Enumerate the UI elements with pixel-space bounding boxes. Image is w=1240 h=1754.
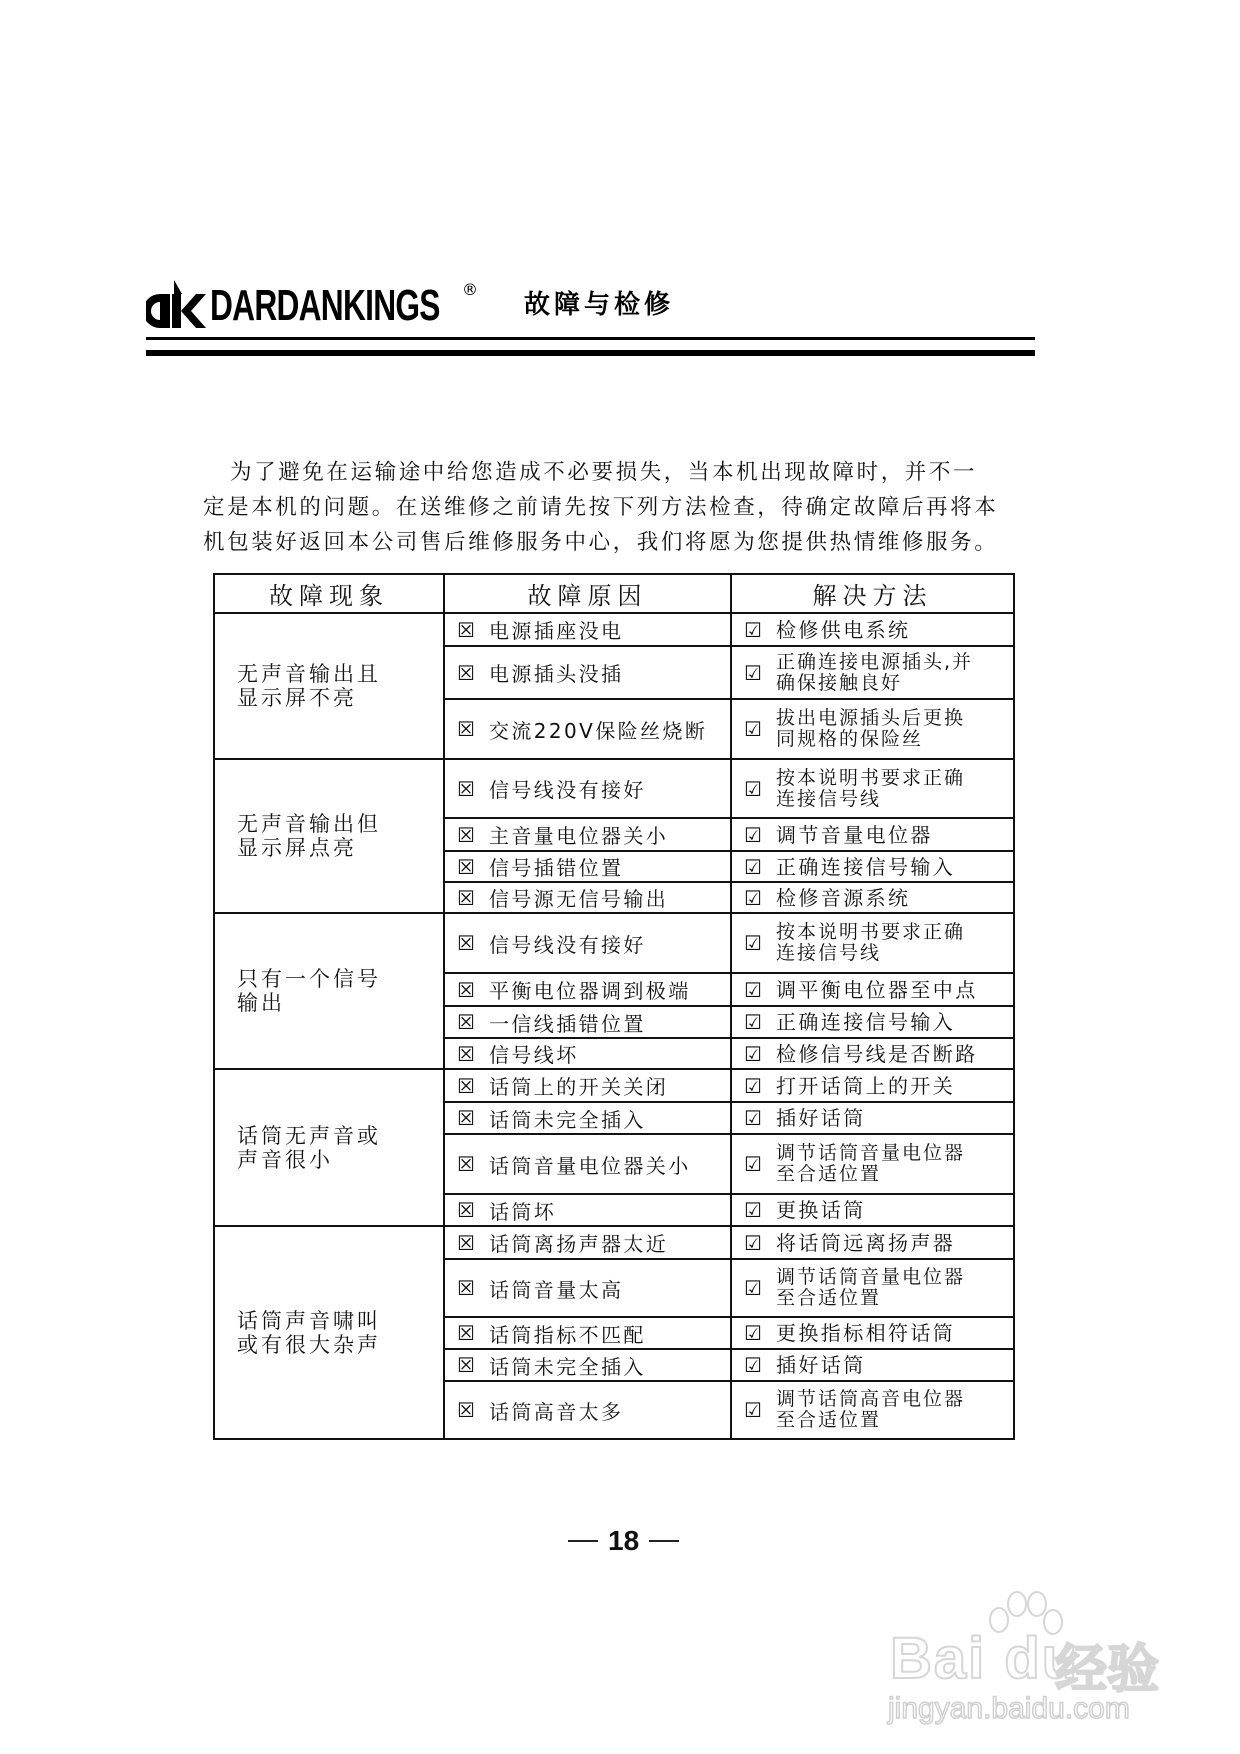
x-box-icon: ☒ bbox=[457, 1321, 478, 1345]
check-box-icon: ☑ bbox=[744, 1230, 765, 1255]
table-row bbox=[214, 1226, 1014, 1259]
solution-cell bbox=[731, 851, 1014, 882]
solution-cell bbox=[731, 759, 1014, 818]
solution-cell bbox=[731, 1317, 1014, 1349]
x-box-icon: ☒ bbox=[457, 1041, 478, 1066]
symptom-cell: 话筒无声音或 声音很小 bbox=[214, 1069, 444, 1226]
solution-text: 正确连接信号输入 bbox=[776, 1010, 956, 1034]
cause-text: 电源插座没电 bbox=[489, 619, 624, 643]
registered-mark: ® bbox=[462, 280, 478, 299]
x-box-icon: ☒ bbox=[457, 1010, 478, 1034]
cause-text: 信号线坏 bbox=[489, 1043, 579, 1067]
check-box-icon: ☑ bbox=[744, 1198, 765, 1222]
cause-cell bbox=[444, 646, 731, 699]
header-solution: 解决方法 bbox=[731, 574, 1014, 613]
cause-text: 话筒离扬声器太近 bbox=[489, 1232, 669, 1256]
cause-cell bbox=[444, 1102, 731, 1134]
cause-text: 主音量电位器关小 bbox=[489, 824, 669, 848]
cause-cell bbox=[444, 1226, 731, 1259]
solution-cell bbox=[731, 1381, 1014, 1439]
cause-text: 信号线没有接好 bbox=[489, 932, 646, 957]
intro-line: 机包装好返回本公司售后维修服务中心，我们将愿为您提供热情维修服务。 bbox=[203, 530, 999, 555]
symptom-cell: 无声音输出但 显示屏点亮 bbox=[214, 759, 444, 913]
solution-text: 打开话筒上的开关 bbox=[776, 1073, 956, 1098]
check-box-icon: ☑ bbox=[744, 1353, 765, 1377]
cause-cell bbox=[444, 1038, 731, 1069]
check-box-icon: ☑ bbox=[744, 977, 765, 1002]
solution-text: 调节音量电位器 bbox=[776, 822, 933, 847]
check-box-icon: ☑ bbox=[744, 1010, 765, 1034]
check-box-icon: ☑ bbox=[744, 854, 765, 879]
cause-text: 话筒指标不匹配 bbox=[489, 1322, 646, 1347]
solution-text: 调节话筒高音电位器至合适位置 bbox=[776, 1388, 966, 1431]
table-row bbox=[214, 1069, 1014, 1102]
x-box-icon: ☒ bbox=[457, 931, 478, 955]
solution-text: 按本说明书要求正确连接信号线 bbox=[776, 766, 966, 810]
cause-cell bbox=[444, 973, 731, 1006]
solution-text: 调节话筒音量电位器至合适位置 bbox=[776, 1266, 966, 1309]
x-box-icon: ☒ bbox=[457, 660, 478, 685]
x-box-icon: ☒ bbox=[457, 885, 478, 910]
cause-cell bbox=[444, 1259, 731, 1317]
x-box-icon: ☒ bbox=[457, 1106, 478, 1130]
header-rule-thick bbox=[146, 350, 1035, 356]
x-box-icon: ☒ bbox=[457, 1152, 478, 1176]
cause-cell bbox=[444, 1349, 731, 1381]
cause-cell bbox=[444, 1069, 731, 1102]
x-box-icon: ☒ bbox=[457, 1276, 478, 1300]
header-cause: 故障原因 bbox=[444, 574, 731, 613]
check-box-icon: ☑ bbox=[744, 1398, 765, 1422]
solution-text: 插好话筒 bbox=[776, 1353, 866, 1377]
solution-cell bbox=[731, 1194, 1014, 1226]
check-box-icon: ☑ bbox=[744, 617, 765, 642]
cause-cell bbox=[444, 1381, 731, 1439]
brand-name: DARDANKINGS bbox=[210, 281, 440, 330]
cause-cell bbox=[444, 818, 731, 851]
cause-cell bbox=[444, 613, 731, 646]
page-number-value: 18 bbox=[608, 1525, 640, 1556]
check-box-icon: ☑ bbox=[744, 1041, 765, 1066]
cause-text: 话筒未完全插入 bbox=[489, 1107, 646, 1132]
cause-text: 电源插头没插 bbox=[489, 662, 624, 686]
solution-cell bbox=[731, 1069, 1014, 1102]
baidu-watermark bbox=[880, 1585, 1180, 1725]
page-number bbox=[568, 1525, 679, 1557]
solution-cell bbox=[731, 913, 1014, 973]
solution-cell bbox=[731, 1006, 1014, 1038]
watermark-url: jingyan.baidu.com bbox=[888, 1692, 1130, 1725]
solution-text: 调节话筒音量电位器至合适位置 bbox=[776, 1142, 966, 1185]
cause-text: 话筒高音太多 bbox=[489, 1399, 624, 1424]
cause-cell bbox=[444, 1194, 731, 1226]
solution-cell bbox=[731, 646, 1014, 699]
symptom-cell: 话筒声音啸叫 或有很大杂声 bbox=[214, 1226, 444, 1439]
solution-cell bbox=[731, 973, 1014, 1006]
x-box-icon: ☒ bbox=[457, 977, 478, 1002]
cause-text: 话筒未完全插入 bbox=[489, 1354, 646, 1379]
solution-text: 拔出电源插头后更换同规格的保险丝 bbox=[776, 707, 966, 750]
check-box-icon: ☑ bbox=[744, 660, 765, 685]
x-box-icon: ☒ bbox=[457, 617, 478, 642]
intro-paragraph bbox=[203, 455, 1043, 560]
cause-cell bbox=[444, 699, 731, 759]
intro-line: 为了避免在运输途中给您造成不必要损失，当本机出现故障时，并不一 bbox=[230, 460, 978, 485]
intro-line: 定是本机的问题。在送维修之前请先按下列方法检查，待确定故障后再将本 bbox=[203, 495, 999, 520]
cause-cell bbox=[444, 1134, 731, 1194]
solution-text: 插好话筒 bbox=[776, 1106, 866, 1130]
solution-text: 正确连接信号输入 bbox=[776, 854, 956, 879]
check-box-icon: ☑ bbox=[744, 885, 765, 910]
x-box-icon: ☒ bbox=[457, 1073, 478, 1098]
check-box-icon: ☑ bbox=[744, 822, 765, 847]
dash-left bbox=[568, 1540, 598, 1542]
symptom-cell: 无声音输出且 显示屏不亮 bbox=[214, 613, 444, 759]
x-box-icon: ☒ bbox=[457, 776, 478, 801]
solution-cell bbox=[731, 1226, 1014, 1259]
cause-cell bbox=[444, 1317, 731, 1349]
cause-text: 话筒音量电位器关小 bbox=[489, 1153, 691, 1178]
cause-text: 话筒上的开关关闭 bbox=[489, 1075, 669, 1099]
solution-text: 更换指标相符话筒 bbox=[776, 1321, 956, 1345]
cause-text: 信号线没有接好 bbox=[489, 778, 646, 802]
check-box-icon: ☑ bbox=[744, 776, 765, 801]
solution-text: 正确连接电源插头,并确保接触良好 bbox=[776, 650, 974, 694]
solution-cell bbox=[731, 1038, 1014, 1069]
solution-cell bbox=[731, 1259, 1014, 1317]
check-box-icon: ☑ bbox=[744, 931, 765, 955]
table-row bbox=[214, 759, 1014, 818]
watermark-brand: Bai du bbox=[890, 1626, 1080, 1691]
dk-logo-icon bbox=[146, 280, 206, 328]
solution-cell bbox=[731, 882, 1014, 913]
table-row bbox=[214, 613, 1014, 646]
table-header-row bbox=[214, 574, 1014, 613]
cause-text: 话筒音量太高 bbox=[489, 1277, 624, 1302]
solution-text: 按本说明书要求正确连接信号线 bbox=[776, 921, 966, 964]
x-box-icon: ☒ bbox=[457, 1198, 478, 1222]
check-box-icon: ☑ bbox=[744, 1073, 765, 1098]
watermark-brand-cn: 经验 bbox=[1055, 1640, 1160, 1700]
cause-cell bbox=[444, 913, 731, 973]
solution-text: 调平衡电位器至中点 bbox=[776, 977, 978, 1002]
x-box-icon: ☒ bbox=[457, 822, 478, 847]
solution-cell bbox=[731, 613, 1014, 646]
cause-cell bbox=[444, 882, 731, 913]
x-box-icon: ☒ bbox=[457, 1398, 478, 1422]
cause-text: 信号源无信号输出 bbox=[489, 887, 669, 911]
check-box-icon: ☑ bbox=[744, 1106, 765, 1130]
solution-cell bbox=[731, 1134, 1014, 1194]
x-box-icon: ☒ bbox=[457, 1230, 478, 1255]
solution-cell bbox=[731, 1102, 1014, 1134]
header-symptom: 故障现象 bbox=[214, 574, 444, 613]
cause-text: 交流220V保险丝烧断 bbox=[489, 718, 708, 743]
header-rule-thin bbox=[146, 337, 1035, 340]
x-box-icon: ☒ bbox=[457, 1353, 478, 1377]
check-box-icon: ☑ bbox=[744, 1321, 765, 1345]
page-title: 故障与检修 bbox=[524, 290, 675, 320]
cause-text: 信号插错位置 bbox=[489, 856, 624, 880]
solution-text: 检修供电系统 bbox=[776, 617, 911, 642]
cause-cell bbox=[444, 759, 731, 818]
solution-text: 检修音源系统 bbox=[776, 885, 911, 910]
cause-text: 平衡电位器调到极端 bbox=[489, 979, 691, 1003]
check-box-icon: ☑ bbox=[744, 1152, 765, 1176]
solution-text: 将话筒远离扬声器 bbox=[776, 1230, 956, 1255]
cause-cell bbox=[444, 851, 731, 882]
dash-right bbox=[649, 1540, 679, 1542]
solution-cell bbox=[731, 818, 1014, 851]
table-row bbox=[214, 913, 1014, 973]
solution-cell bbox=[731, 699, 1014, 759]
troubleshooting-table bbox=[213, 573, 1015, 1440]
solution-text: 检修信号线是否断路 bbox=[776, 1041, 978, 1066]
cause-text: 一信线插错位置 bbox=[489, 1011, 646, 1036]
x-box-icon: ☒ bbox=[457, 854, 478, 879]
check-box-icon: ☑ bbox=[744, 717, 765, 741]
cause-cell bbox=[444, 1006, 731, 1038]
symptom-cell: 只有一个信号 输出 bbox=[214, 913, 444, 1069]
cause-text: 话筒坏 bbox=[489, 1199, 557, 1224]
solution-cell bbox=[731, 1349, 1014, 1381]
check-box-icon: ☑ bbox=[744, 1276, 765, 1300]
x-box-icon: ☒ bbox=[457, 717, 478, 741]
solution-text: 更换话筒 bbox=[776, 1198, 866, 1222]
